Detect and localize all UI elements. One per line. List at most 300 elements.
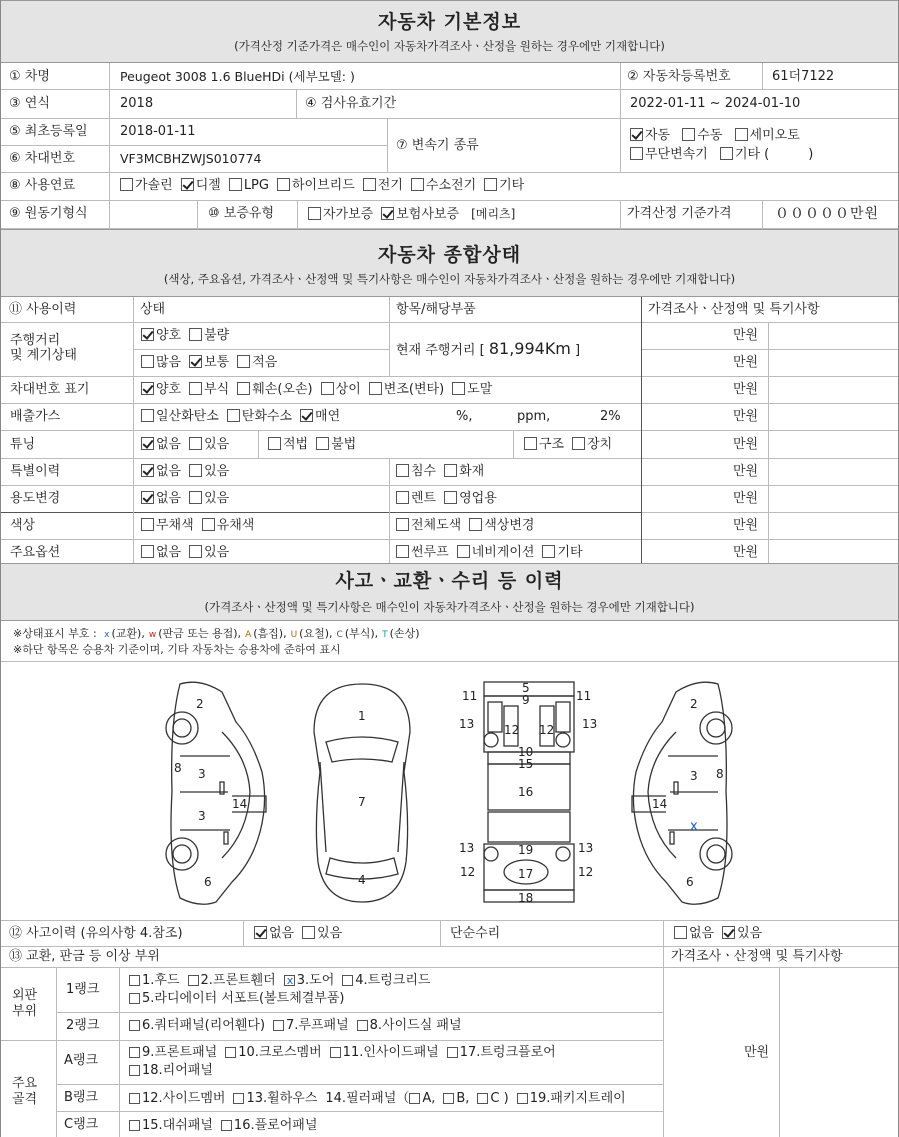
checkbox-label: 9.프론트패널 [142,1045,218,1060]
price-value: ０００００만원 [775,206,880,222]
color-label: 색상 [10,518,36,533]
checkbox[interactable] [189,464,202,477]
divider [641,297,642,563]
checkbox[interactable] [129,993,140,1004]
checkbox-option[interactable] [202,518,255,533]
legend-symbol: w [148,630,157,640]
checkbox-label: 가솔린 [135,178,173,193]
options-state [141,545,237,561]
checkbox-option[interactable] [396,464,436,479]
checkbox[interactable] [237,355,250,368]
checkbox[interactable] [141,545,154,558]
checkbox[interactable] [141,464,154,477]
checkbox-option[interactable] [484,178,524,193]
legend-items [100,627,419,640]
checkbox[interactable] [720,147,733,160]
part-label-8-right: 8 [716,767,724,781]
legend-symbol: C [336,630,343,640]
checkbox[interactable] [189,382,202,395]
checkbox[interactable] [141,355,154,368]
checkbox-option[interactable] [129,1018,265,1033]
checkbox-label: 10.크로스멤버 [238,1045,322,1060]
tuning-legal [268,437,364,453]
checkbox[interactable] [254,926,267,939]
status-title: 자동차 종합상태 [377,244,522,266]
checkbox[interactable] [396,491,409,504]
checkbox[interactable] [396,518,409,531]
checkbox[interactable] [682,128,695,141]
checkbox-label: 있음 [317,926,343,941]
checkbox-option[interactable] [141,464,181,479]
checkbox-label: 2.프론트휀더 [200,973,276,988]
checkbox-option[interactable] [452,382,492,397]
checkbox[interactable] [484,178,497,191]
checkbox-option[interactable] [229,178,269,193]
divider [0,172,899,173]
checkbox-label: 적법 [283,437,309,452]
status-header [0,229,899,297]
checkbox-option[interactable] [396,491,436,506]
divider [0,376,899,377]
checkbox[interactable] [674,926,687,939]
part-label-5: 5 [522,681,530,695]
checkbox[interactable] [227,409,240,422]
parts-price-label: 가격조사ㆍ산정액 및 특기사항 [671,949,843,964]
outer-panel-label: 외판 부위 [12,988,38,1019]
checkbox-option[interactable] [321,382,361,397]
transmission-manual[interactable]: 수동 [682,128,722,143]
divider [779,967,780,1137]
transmission-other[interactable]: 기타 ( ) [720,147,813,162]
checkbox-option[interactable] [129,1045,217,1060]
checkbox[interactable] [330,1047,341,1058]
color-items [396,518,542,534]
checkbox-option[interactable] [477,1091,508,1106]
checkbox[interactable] [381,207,394,220]
checkbox[interactable] [369,382,382,395]
checkbox[interactable] [321,382,334,395]
checkbox-option[interactable] [517,1091,626,1106]
legend-prefix: ※상태표시 부호 : [13,627,97,640]
checkbox[interactable] [277,178,290,191]
rank1-row2 [129,991,353,1007]
unit-vin: 만원 [733,382,759,397]
divider [620,63,621,173]
divider [197,200,198,228]
checkbox[interactable] [268,437,281,450]
checkbox[interactable] [221,1120,232,1131]
checkbox-option[interactable] [411,178,476,193]
checkbox-option[interactable] [237,355,277,370]
checkbox[interactable] [129,1093,140,1104]
checkbox[interactable] [129,1065,140,1076]
tuning-label: 튜닝 [10,437,36,452]
checkbox[interactable] [630,147,643,160]
checkbox-option[interactable] [674,926,714,941]
checkbox[interactable] [572,437,585,450]
rank1-label: 1랭크 [66,982,100,997]
checkbox[interactable] [452,382,465,395]
checkbox[interactable] [308,207,321,220]
checkbox[interactable] [524,437,537,450]
divider [440,920,441,947]
checkbox[interactable] [316,437,329,450]
color-state [141,518,262,534]
divider [0,403,899,404]
status-subtitle: (색상, 주요옵션, 가격조사ㆍ산정액 및 특기사항은 매수인이 자동차가격조사ㆍ산정을 원하는 경우에만 기재합니다) [163,272,736,286]
parts-label: ⑬ 교환, 판금 등 이상 부위 [9,949,160,964]
emission-options [141,409,348,425]
checkbox-option[interactable] [273,1018,349,1033]
checkbox-option[interactable] [444,464,484,479]
checkbox-label: 매연 [315,409,341,424]
rank1-row1 [129,973,438,989]
divider [0,458,899,459]
checkbox[interactable] [409,1093,420,1104]
simple-repair-label: 단순수리 [450,926,501,941]
checkbox-label: 영업용 [459,491,497,506]
checkbox-option[interactable] [330,1045,439,1060]
checkbox-option[interactable] [369,382,444,397]
checkbox-option[interactable] [227,409,292,424]
checkbox[interactable] [141,409,154,422]
part-label-14-right: 14 [652,797,668,811]
checkbox[interactable] [129,1047,140,1058]
part-label-12-left-bottom: 12 [460,865,476,879]
legend-note: ※하단 항목은 승용차 기준이며, 기타 자동차는 승용차에 준하여 표시 [13,643,341,656]
divider [0,539,899,540]
checkbox[interactable] [141,382,154,395]
checkbox-option[interactable] [129,973,180,988]
checkbox-option[interactable] [444,491,497,506]
legend-text: (요철), [299,627,333,640]
checkbox[interactable] [141,437,154,450]
checkbox[interactable] [233,1093,244,1104]
diagram-number-labels [174,681,724,905]
part-label-14: 14 [232,797,248,811]
checkbox-option[interactable] [396,545,449,560]
checkbox-label: 일산화탄소 [156,409,219,424]
checkbox-option[interactable] [129,1063,213,1078]
checkbox-option[interactable] [254,926,294,941]
warranty-label: ⑩ 보증유형 [208,206,275,221]
checkbox-option[interactable] [233,1091,317,1106]
mileage-label: 주행거리 및 계기상태 [10,333,77,363]
checkbox-label: 6.쿼터패널(리어휀다) [142,1018,266,1033]
checkbox[interactable] [181,178,194,191]
checkbox-option[interactable] [308,207,373,222]
mileage-value: 81,994Km [488,339,571,358]
basic-info-title: 자동차 기본정보 [377,11,522,33]
checkbox[interactable] [141,491,154,504]
checkbox-option[interactable] [141,409,219,424]
model-value: Peugeot 3008 1.6 BlueHDi (세부모델: ) [120,69,355,84]
checkbox-option[interactable] [189,491,229,506]
transmission-options-row1 [630,128,808,144]
checkbox[interactable] [229,178,242,191]
part-label-3: 3 [198,767,206,781]
checkbox-option[interactable] [302,926,342,941]
checkbox-label: 15.대쉬패널 [142,1118,213,1133]
usage-label: 용도변경 [10,491,61,506]
usage-state [141,491,237,507]
checkbox[interactable] [120,178,133,191]
divider [0,89,899,90]
checkbox[interactable] [342,975,353,986]
checkbox-option[interactable] [396,518,461,533]
vin-label: ⑥ 차대번호 [9,151,76,166]
divider [296,89,297,118]
checkbox-option[interactable] [225,1045,321,1060]
checkbox-label: 변조(변타) [383,382,445,397]
checkbox[interactable] [443,1093,454,1104]
checkbox-option[interactable] [722,926,762,941]
part-label-3b: 3 [198,809,206,823]
checkbox-label: 디젤 [195,178,221,193]
checkbox-label: 없음 [156,464,182,479]
divider [243,920,244,947]
checkbox[interactable] [735,128,748,141]
checkbox[interactable] [237,382,250,395]
checkbox-label: 하이브리드 [291,178,355,193]
checkbox-option[interactable] [141,328,181,343]
part-label-6-right: 6 [686,875,694,889]
checkbox-option[interactable] [189,382,229,397]
checkbox-option[interactable] [277,178,355,193]
checkbox[interactable] [202,518,215,531]
frame-label: 주요 골격 [12,1076,38,1107]
checkbox-option[interactable] [189,355,229,370]
checkbox[interactable] [141,328,154,341]
checkbox[interactable] [630,128,643,141]
transmission-auto[interactable]: 자동 [630,128,670,143]
legend-text: (교환), [111,627,145,640]
rankB-items [129,1091,325,1106]
checkbox-label: 유채색 [216,518,255,533]
checkbox-option[interactable] [381,207,459,222]
price-label: 가격산정 기준가격 [627,206,732,221]
divider [389,297,390,377]
checkbox[interactable] [396,545,409,558]
options-items [396,545,591,561]
checkbox-option[interactable] [189,464,229,479]
checkbox-option[interactable] [141,382,181,397]
accident-history-label: ⑫ 사고이력 (유의사항 4.참조) [9,926,183,941]
checkbox-label: 기타 [557,545,583,560]
part-label-8: 8 [174,761,182,775]
unit-options: 만원 [733,545,759,560]
checkbox-option[interactable] [141,437,181,452]
options-label: 주요옵션 [10,545,61,560]
checkbox-label: 있음 [204,491,230,506]
history-col-label: ⑪ 사용이력 [9,302,77,317]
accident-history-options [254,926,350,942]
divider [762,63,763,90]
checkbox-label: 자가보증 [323,207,374,222]
checkbox-option[interactable] [316,437,356,452]
checkbox-option[interactable] [188,973,276,988]
checkbox-label: 13.휠하우스 [246,1091,318,1106]
divider [56,1111,663,1112]
price-col-label: 가격조사ㆍ산정액 및 특기사항 [648,302,820,317]
basic-info-header [0,0,899,63]
unit-special: 만원 [733,464,759,479]
divider [0,1040,663,1041]
divider [663,920,664,1137]
checkbox-option[interactable] [542,545,582,560]
part-label-6: 6 [204,875,212,889]
special-state [141,464,237,480]
checkbox[interactable] [141,518,154,531]
divider [109,63,110,228]
checkbox-option[interactable] [181,178,221,193]
fuel-label: ⑧ 사용연료 [9,178,76,193]
checkbox[interactable] [444,464,457,477]
divider [56,1012,663,1013]
checkbox-option[interactable] [129,1118,213,1133]
checkbox[interactable] [469,518,482,531]
checkbox[interactable] [189,437,202,450]
rankB-label: B랭크 [64,1090,99,1105]
unit-color: 만원 [733,518,759,533]
checkbox[interactable] [273,1020,284,1031]
checkbox[interactable] [129,1120,140,1131]
checkbox-option[interactable] [409,1091,435,1106]
rankB-last [517,1091,634,1106]
checkbox[interactable] [357,1020,368,1031]
checkbox[interactable] [722,926,735,939]
checkbox[interactable] [188,975,199,986]
basic-info-subtitle: (가격산정 기준가격은 매수인이 자동차가격조사ㆍ산정을 원하는 경우에만 기재합니다) [234,39,665,53]
vin-mark-label: 차대번호 표기 [10,382,90,397]
checkbox-option[interactable] [342,973,430,988]
divider [641,349,899,350]
checkbox-option[interactable] [237,382,312,397]
checkbox[interactable] [129,1020,140,1031]
part-label-10: 10 [518,745,534,759]
checkbox-option[interactable] [268,437,308,452]
checkbox[interactable] [444,491,457,504]
legend-text: (흠집), [253,627,287,640]
checkbox[interactable] [411,178,424,191]
checkbox-option[interactable] [141,518,194,533]
divider [0,920,899,921]
mileage-current [396,341,580,359]
checkbox-label: 11.인사이드패널 [342,1045,439,1060]
checkbox-label: 도말 [467,382,493,397]
divider [620,200,621,228]
part-label-13-right-top: 13 [582,717,598,731]
checkbox-option[interactable] [447,1045,556,1060]
divider [387,118,388,173]
checkbox-label: 19.패키지트레이 [529,1091,626,1106]
checkbox[interactable] [457,545,470,558]
checkbox[interactable] [363,178,376,191]
checkbox[interactable] [302,926,315,939]
checkbox[interactable] [517,1093,528,1104]
checkbox-option[interactable] [300,409,340,424]
part-label-19: 19 [518,843,534,857]
checkbox-option[interactable] [141,491,181,506]
transmission-semi[interactable]: 세미오토 [735,128,800,143]
checkbox[interactable] [225,1047,236,1058]
checkbox[interactable] [129,975,140,986]
inspection-label: ④ 검사유효기간 [305,96,397,111]
rankA-row2 [129,1063,221,1079]
checkbox-option[interactable] [443,1091,469,1106]
divider [762,200,763,228]
emission-ppm: ppm, [517,409,551,424]
part-label-16: 16 [518,785,534,799]
rankA-row1 [129,1045,564,1061]
checkbox-label: 색상변경 [484,518,535,533]
emission-label: 배출가스 [10,409,61,424]
checkbox-label: 불량 [204,328,230,343]
checkbox[interactable] [542,545,555,558]
checkbox-option[interactable] [120,178,173,193]
checkbox-option[interactable] [141,545,181,560]
inspection-value: 2022-01-11 ~ 2024-01-10 [630,96,801,111]
checkbox-option[interactable] [524,437,564,452]
divider [258,430,259,458]
checkbox[interactable] [189,491,202,504]
checkbox-label: 장치 [587,437,613,452]
transmission-label: ⑦ 변속기 종류 [396,138,479,153]
checkbox[interactable] [300,409,313,422]
rank2-row [129,1018,470,1034]
checkbox-option[interactable] [141,355,181,370]
part-label-13-left-bottom: 13 [459,841,475,855]
checkbox-option[interactable] [189,328,229,343]
checkbox[interactable] [189,545,202,558]
checkbox-option[interactable] [221,1118,317,1133]
checkbox-label: 상이 [335,382,361,397]
checkbox[interactable] [447,1047,458,1058]
checkbox-label: 전체도색 [411,518,462,533]
checkbox-label: 12.사이드멤버 [142,1091,226,1106]
checkbox-label: 수소전기 [425,178,477,193]
divider [0,200,899,201]
checkbox[interactable] [396,464,409,477]
checkbox[interactable] [189,355,202,368]
checkbox-label: 네비게이션 [471,545,535,560]
checkbox-option[interactable] [129,1091,225,1106]
unit-mileage-2: 만원 [733,355,759,370]
checkbox-option[interactable] [284,973,335,988]
legend-text: (손상) [389,627,420,640]
mileage-text: 현재 주행거리 [ [396,343,485,358]
checkbox-label: 무채색 [156,518,194,533]
checkbox-option[interactable] [189,545,229,560]
year-value: 2018 [120,96,154,111]
checkbox-option[interactable] [189,437,229,452]
checkbox-label: A, [422,1091,436,1106]
rank2-label: 2랭크 [66,1018,100,1033]
checkbox-option[interactable] [357,1018,462,1033]
checkbox-option[interactable] [129,991,345,1006]
checkbox[interactable] [189,328,202,341]
checkbox-option[interactable] [469,518,534,533]
checkbox[interactable] [477,1093,488,1104]
transmission-cvt[interactable]: 무단변속기 [630,147,708,162]
checkbox[interactable] [284,975,295,986]
checkbox-option[interactable] [363,178,403,193]
checkbox-option[interactable] [457,545,535,560]
checkbox-label: 없음 [269,926,295,941]
divider [768,322,769,563]
checkbox-option[interactable] [572,437,612,452]
checkbox-label: 양호 [156,382,182,397]
